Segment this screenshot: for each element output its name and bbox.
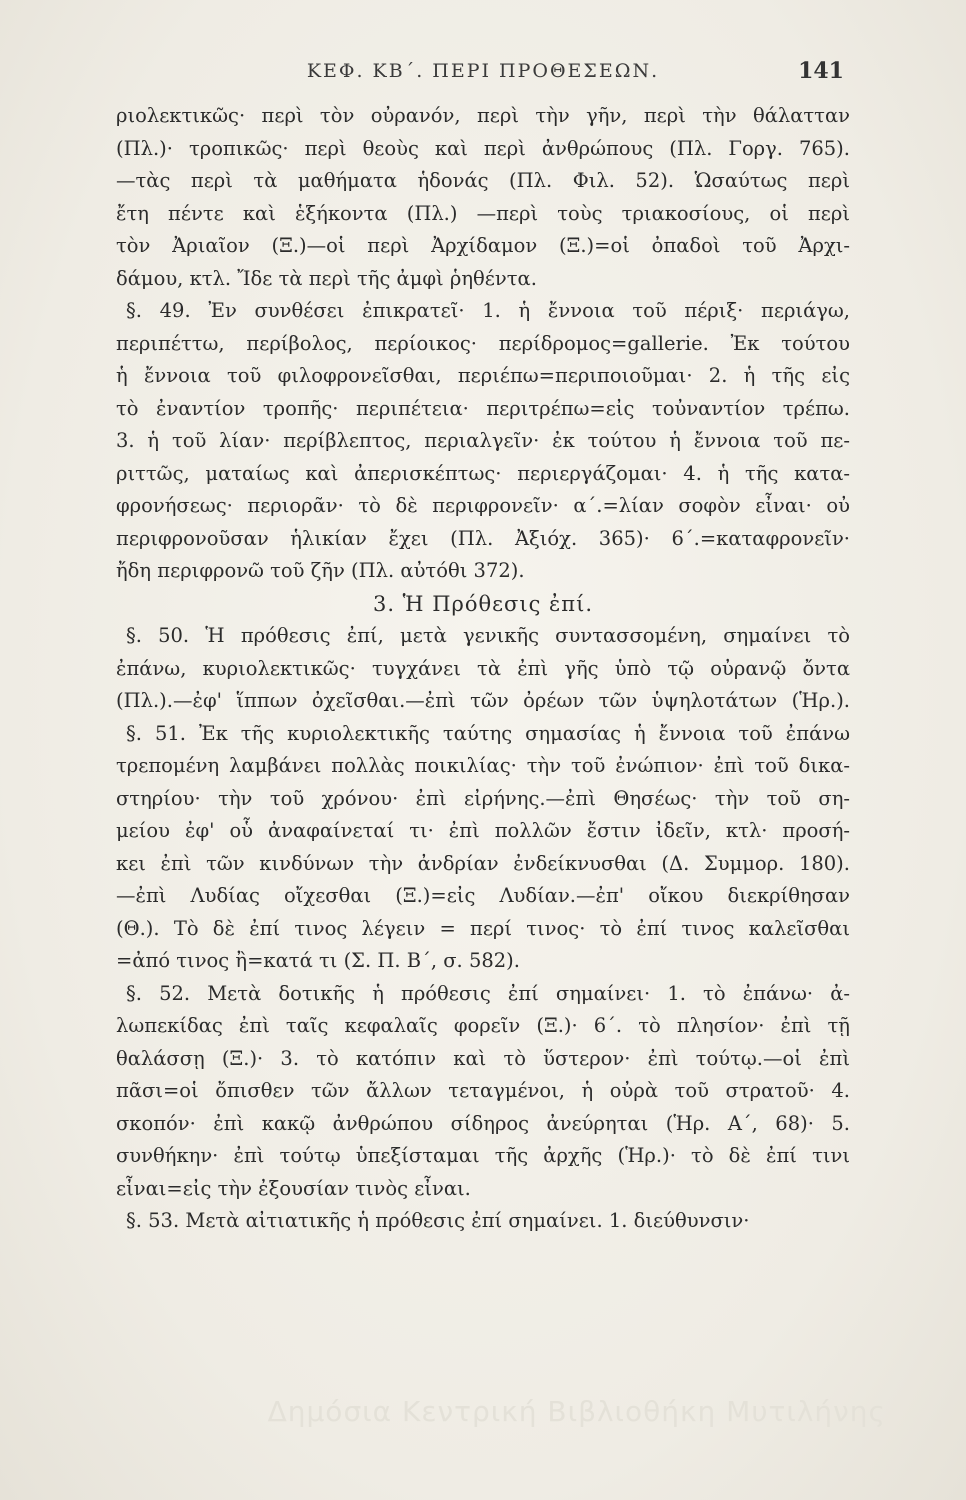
page-header (0, 58, 966, 88)
text-line: ἔτη πέντε καὶ ἑξήκοντα (Πλ.) —περὶ τοὺς τριακοσίους, οἱ περὶ (116, 201, 850, 225)
text-line: περιπέττω, περίβολος, περίοικος· περίδρομος=gallerie. Ἐκ τούτου (116, 331, 850, 355)
text-line: ριττῶς, ματαίως καὶ ἀπερισκέπτως· περιεργάζομαι· 4. ἡ τῆς κατα- (116, 461, 850, 485)
text-line: σκοπόν· ἐπὶ κακῷ ἀνθρώπου σίδηρος ἀνεύρηται (Ἡρ. Α΄, 68)· 5. (116, 1111, 850, 1135)
text-line: =ἀπό τινος ἢ=κατά τι (Σ. Π. Β΄, σ. 582). (116, 949, 520, 972)
body-text (116, 100, 850, 1238)
text-line: φρονήσεως· περιορᾶν· τὸ δὲ περιφρονεῖν· α΄.=λίαν σοφὸν εἶναι· οὐ (116, 494, 850, 517)
text-line: στηρίου· τὴν τοῦ χρόνου· ἐπὶ εἰρήνης.—ἐπὶ Θησέως· τὴν τοῦ ση- (116, 786, 850, 810)
text-line: πᾶσι=οἱ ὄπισθεν τῶν ἄλλων τεταγμένοι, ἡ οὐρὰ τοῦ στρατοῦ· 4. (116, 1079, 850, 1102)
paragraph-53-start: §. 53. Μετὰ αἰτιατικῆς ἡ πρόθεσις ἐπί σημαίνει. 1. διεύθυνσιν· (126, 1209, 750, 1232)
text-line: συνθήκην· ἐπὶ τούτῳ ὑπεξίσταμαι τῆς ἀρχῆς (Ἡρ.)· τὸ δὲ ἐπί τινι (116, 1144, 850, 1167)
text-line: κει ἐπὶ τῶν κινδύνων τὴν ἀνδρίαν ἐνδείκνυσθαι (Δ. Συμμορ. 180). (116, 851, 850, 875)
text-line: —τὰς περὶ τὰ μαθήματα ἡδονάς (Πλ. Φιλ. 52). Ὡσαύτως περὶ (116, 169, 850, 192)
text-line: (Πλ.).—ἐφ' ἵππων ὀχεῖσθαι.—ἐπὶ τῶν ὀρέων τῶν ὑψηλοτάτων (Ἡρ.). (116, 689, 850, 712)
text-line: εἶναι=εἰς τὴν ἐξουσίαν τινὸς εἶναι. (116, 1176, 471, 1200)
text-line: τὸν Ἀριαῖον (Ξ.)—οἱ περὶ Ἀρχίδαμον (Ξ.)=οἱ ὀπαδοὶ τοῦ Ἀρχι- (116, 234, 850, 257)
paragraph-51-start: §. 51. Ἐκ τῆς κυριολεκτικῆς ταύτης σημασίας ἡ ἔννοια τοῦ ἐπάνω (126, 721, 850, 745)
paragraph-50-start: §. 50. Ἡ πρόθεσις ἐπί, μετὰ γενικῆς συντασσομένη, σημαίνει τὸ (126, 624, 850, 647)
text-line: (Θ.). Τὸ δὲ ἐπί τινος λέγειν = περί τινος· τὸ ἐπί τινος καλεῖσθαι (116, 916, 850, 940)
text-line: θαλάσσῃ (Ξ.)· 3. τὸ κατόπιν καὶ τὸ ὕστερον· ἐπὶ τούτῳ.—οἱ ἐπὶ (116, 1046, 850, 1070)
text-line: —ἐπὶ Λυδίας οἴχεσθαι (Ξ.)=εἰς Λυδίαν.—ἐπ' οἴκου διεκρίθησαν (116, 884, 850, 907)
paragraph-49-start: §. 49. Ἐν συνθέσει ἐπικρατεῖ· 1. ἡ ἔννοια τοῦ πέριξ· περιάγω, (126, 299, 850, 322)
text-line: ἤδη περιφρονῶ τοῦ ζῆν (Πλ. αὐτόθι 372). (116, 559, 525, 582)
text-line: λωπεκίδας ἐπὶ ταῖς κεφαλαῖς φορεῖν (Ξ.)· 6΄. τὸ πλησίον· ἐπὶ τῇ (116, 1014, 850, 1037)
page-number: 141 (798, 58, 844, 84)
text-line: τὸ ἐναντίον τροπῆς· περιπέτεια· περιτρέπω=εἰς τοὐναντίον τρέπω. (116, 396, 850, 420)
text-line: (Πλ.)· τροπικῶς· περὶ θεοὺς καὶ περὶ ἀνθρώπους (Πλ. Γοργ. 765). (116, 136, 850, 160)
text-line: ριολεκτικῶς· περὶ τὸν οὐρανόν, περὶ τὴν γῆν, περὶ τὴν θάλατταν (116, 104, 850, 127)
paragraph-52-start: §. 52. Μετὰ δοτικῆς ἡ πρόθεσις ἐπί σημαίνει· 1. τὸ ἐπάνω· ἀ- (126, 981, 850, 1005)
text-line: μείου ἐφ' οὗ ἀναφαίνεταί τι· ἐπὶ πολλῶν ἔστιν ἰδεῖν, κτλ· προσή- (116, 819, 850, 842)
text-line: ἐπάνω, κυριολεκτικῶς· τυγχάνει τὰ ἐπὶ γῆς ὑπὸ τῷ οὐρανῷ ὄντα (116, 656, 850, 680)
section-heading: 3. Ἡ Πρόθεσις ἐπί. (372, 591, 594, 616)
library-watermark: Δημόσια Κεντρική Βιβλιοθήκη Μυτιλήνης (267, 1395, 886, 1428)
text-line: δάμου, κτλ. Ἴδε τὰ περὶ τῆς ἀμφὶ ῥηθέντα. (116, 266, 537, 290)
text-line: 3. ἡ τοῦ λίαν· περίβλεπτος, περιαλγεῖν· ἐκ τούτου ἡ ἔννοια τοῦ πε- (116, 429, 850, 452)
text-line: ἡ ἔννοια τοῦ φιλοφρονεῖσθαι, περιέπω=περιποιοῦμαι· 2. ἡ τῆς εἰς (116, 364, 850, 387)
text-line: τρεπομένη λαμβάνει πολλὰς ποικιλίας· τὴν τοῦ ἐνώπιον· ἐπὶ τοῦ δικα- (116, 754, 850, 777)
running-head: ΚΕΦ. ΚΒ΄. ΠΕΡΙ ΠΡΟΘΕΣΕΩΝ. (306, 60, 660, 82)
text-line: περιφρονοῦσαν ἡλικίαν ἔχει (Πλ. Ἀξιόχ. 365)· 6΄.=καταφρονεῖν· (116, 526, 850, 550)
